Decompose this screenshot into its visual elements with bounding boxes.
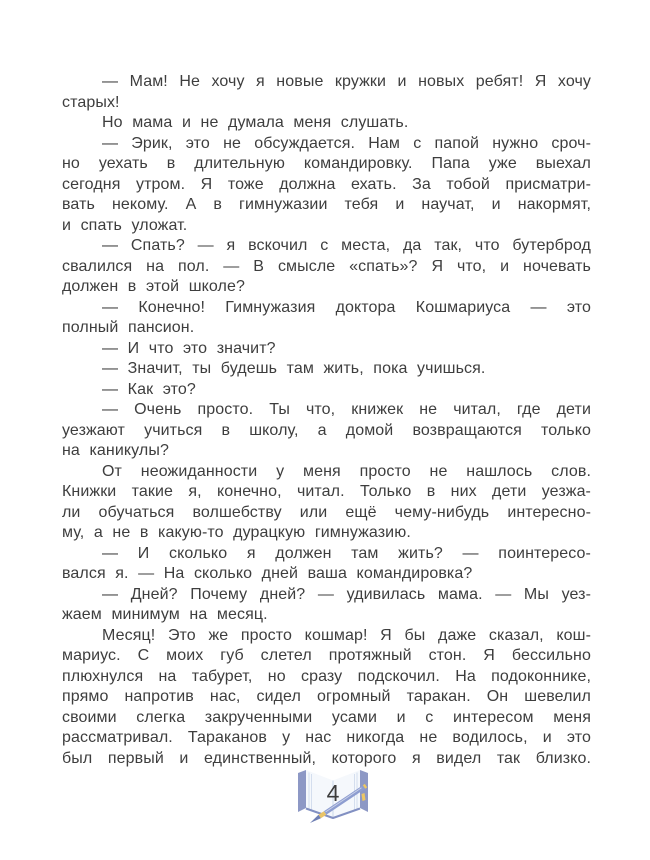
text-line: рассматривал. Тараканов у нас никогда не водилось, и это (62, 729, 591, 746)
text-line: — Спать? — я вскочил с места, да так, что бутерброд (102, 237, 591, 254)
text-line: — И сколько я должен там жить? — поинтересо- (102, 544, 591, 562)
text-line: свалился на пол. — В смысле «спать»? Я что, и ночевать (62, 257, 591, 275)
text-line: своими слегка закрученными усами и с интересом меня (62, 708, 591, 726)
text-line: му, а не в какую-то дурацкую гимнужазию. (62, 524, 411, 541)
text-line: полный пансион. (62, 319, 195, 336)
text-line: — Как это? (102, 380, 196, 398)
page-number: 4 (326, 780, 340, 806)
text-line: — Дней? Почему дней? — удивилась мама. — Мы уез- (102, 585, 591, 603)
text-line: Но мама и не думала меня слушать. (102, 114, 409, 131)
text-line: и спать уложат. (62, 216, 188, 234)
text-line: — Конечно! Гимнужазия доктора Кошмариуса — это (102, 298, 591, 316)
story-text (62, 72, 591, 769)
text-line: сегодня утром. Я тоже должна ехать. За тобой присматри- (62, 175, 591, 193)
text-line: был первый и единственный, которого я видел так близко. (62, 749, 591, 767)
text-line: уезжают учиться в школу, а домой возвращаются только (62, 421, 591, 439)
text-line: но уехать в длительную командировку. Папа уже выехал (62, 155, 591, 172)
text-line: Месяц! Это же просто кошмар! Я бы даже сказал, кош- (102, 626, 591, 644)
text-line: — И что это значит? (102, 339, 276, 357)
text-line: ли обучаться волшебству или ещё чему-нибудь интересно- (62, 503, 591, 521)
pencil-tip (310, 815, 321, 823)
text-line: — Очень просто. Ты что, книжек не читал, где дети (102, 401, 591, 418)
text-line: вался я. — На сколько дней ваша командировка? (62, 565, 473, 582)
text-line: Книжки такие я, конечно, читал. Только в них дети уезжа- (62, 483, 591, 500)
text-line: жаем минимум на месяц. (62, 606, 268, 623)
text-line: старых! (62, 93, 120, 111)
text-line: вать некому. А в гимнужазии тебя и научат, и накормят, (62, 196, 591, 213)
text-line: на каникулы? (62, 442, 169, 459)
text-line: плюхнулся на табурет, но сразу подскочил. На подоконнике, (62, 667, 591, 685)
text-line: должен в этой школе? (62, 278, 245, 295)
text-line: — Эрик, это не обсуждается. Нам с папой нужно сроч- (102, 134, 591, 152)
text-line: От неожиданности у меня просто не нашлось слов. (102, 462, 591, 480)
text-line: — Мам! Не хочу я новые кружки и новых ребят! Я хочу (102, 73, 591, 90)
text-line: прямо напротив нас, сидел огромный таракан. Он шевелил (62, 688, 591, 705)
text-line: мариус. С моих губ слетел протяжный стон. Я бессильно (62, 647, 591, 664)
text-line: — Значит, ты будешь там жить, пока учишься. (102, 360, 486, 377)
